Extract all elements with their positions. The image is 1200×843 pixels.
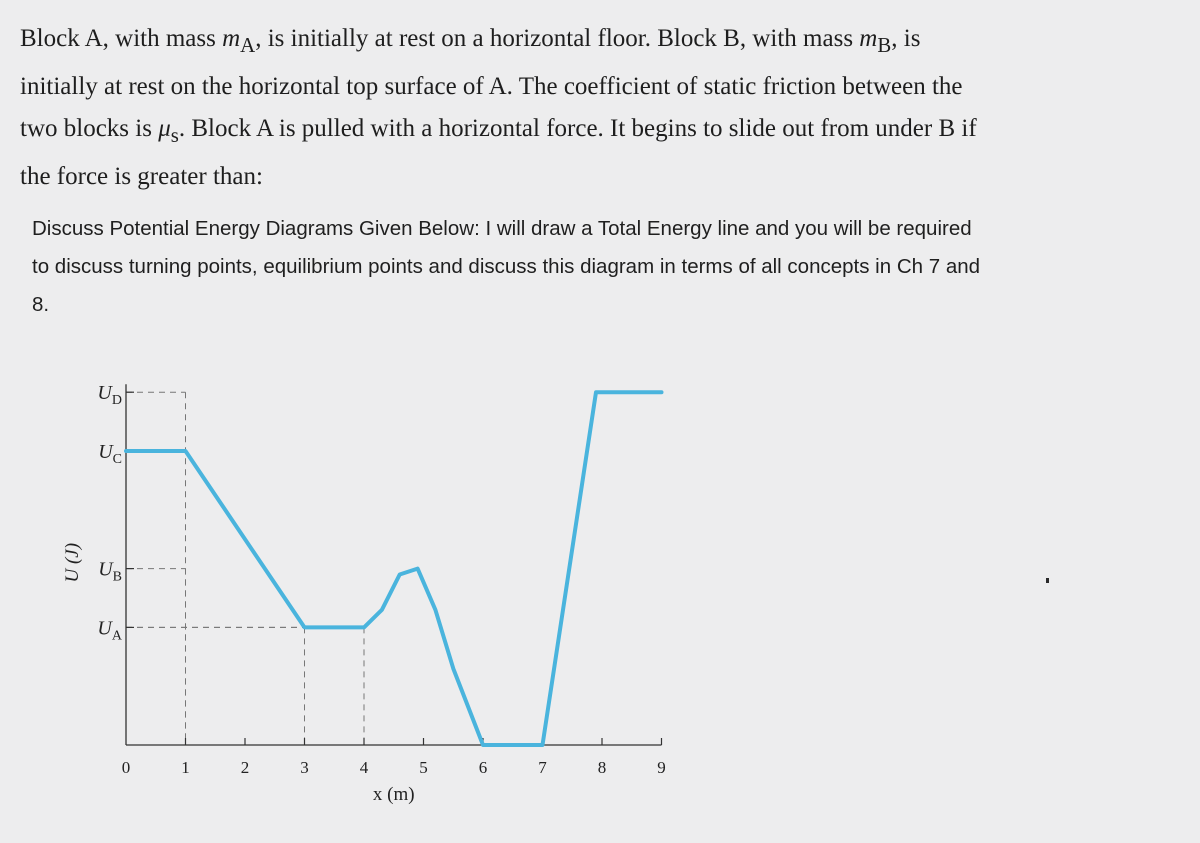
series-line-0 bbox=[126, 392, 662, 745]
x-axis-title: x (m) bbox=[372, 784, 415, 805]
dashed-guides bbox=[126, 392, 364, 745]
y-tick-label-D: UD bbox=[97, 382, 122, 409]
problem-line4: the force is greater than: bbox=[20, 163, 263, 190]
axes bbox=[126, 384, 662, 745]
y-tick-label-A: UA bbox=[97, 617, 122, 644]
prompt-line2: to discuss turning points, equilibrium points and discuss this diagram in terms of all concepts in Ch 7 and bbox=[32, 255, 981, 278]
y-ticks bbox=[97, 382, 134, 643]
x-tick-label-3: 3 bbox=[300, 758, 309, 777]
x-tick-label-7: 7 bbox=[538, 758, 547, 777]
x-tick-label-8: 8 bbox=[597, 758, 607, 777]
potential-energy-chart bbox=[0, 330, 760, 830]
x-ticks bbox=[122, 738, 666, 777]
stray-mark bbox=[1046, 578, 1049, 583]
prompt-line1: Discuss Potential Energy Diagrams Given Below: I will draw a Total Energy line and you will be required bbox=[32, 217, 972, 240]
problem-line3: two blocks is $\mu_s$. Block A is pulled with a horizontal force. It begins to slide out from under B if bbox=[20, 115, 977, 147]
x-tick-label-6: 6 bbox=[478, 758, 488, 777]
problem-statement bbox=[20, 18, 1170, 198]
x-tick-label-4: 4 bbox=[359, 758, 369, 777]
x-tick-label-2: 2 bbox=[240, 758, 250, 777]
x-tick-label-5: 5 bbox=[419, 758, 428, 777]
x-tick-label-9: 9 bbox=[657, 758, 666, 777]
problem-line2: initially at rest on the horizontal top surface of A. The coefficient of static friction between the bbox=[20, 73, 963, 100]
y-axis-title: U (J) bbox=[62, 542, 83, 583]
problem-line1: Block A, with mass $m_A$, is initially at rest on a horizontal floor. Block B, with mass $m_B$, is bbox=[20, 25, 921, 57]
x-tick-label-1: 1 bbox=[181, 758, 190, 777]
y-tick-label-C: UC bbox=[98, 441, 122, 467]
discussion-prompt bbox=[32, 210, 1092, 324]
prompt-line3: 8. bbox=[32, 293, 50, 316]
y-tick-label-B: UB bbox=[98, 558, 122, 585]
series bbox=[126, 392, 662, 745]
x-tick-label-0: 0 bbox=[121, 758, 131, 777]
